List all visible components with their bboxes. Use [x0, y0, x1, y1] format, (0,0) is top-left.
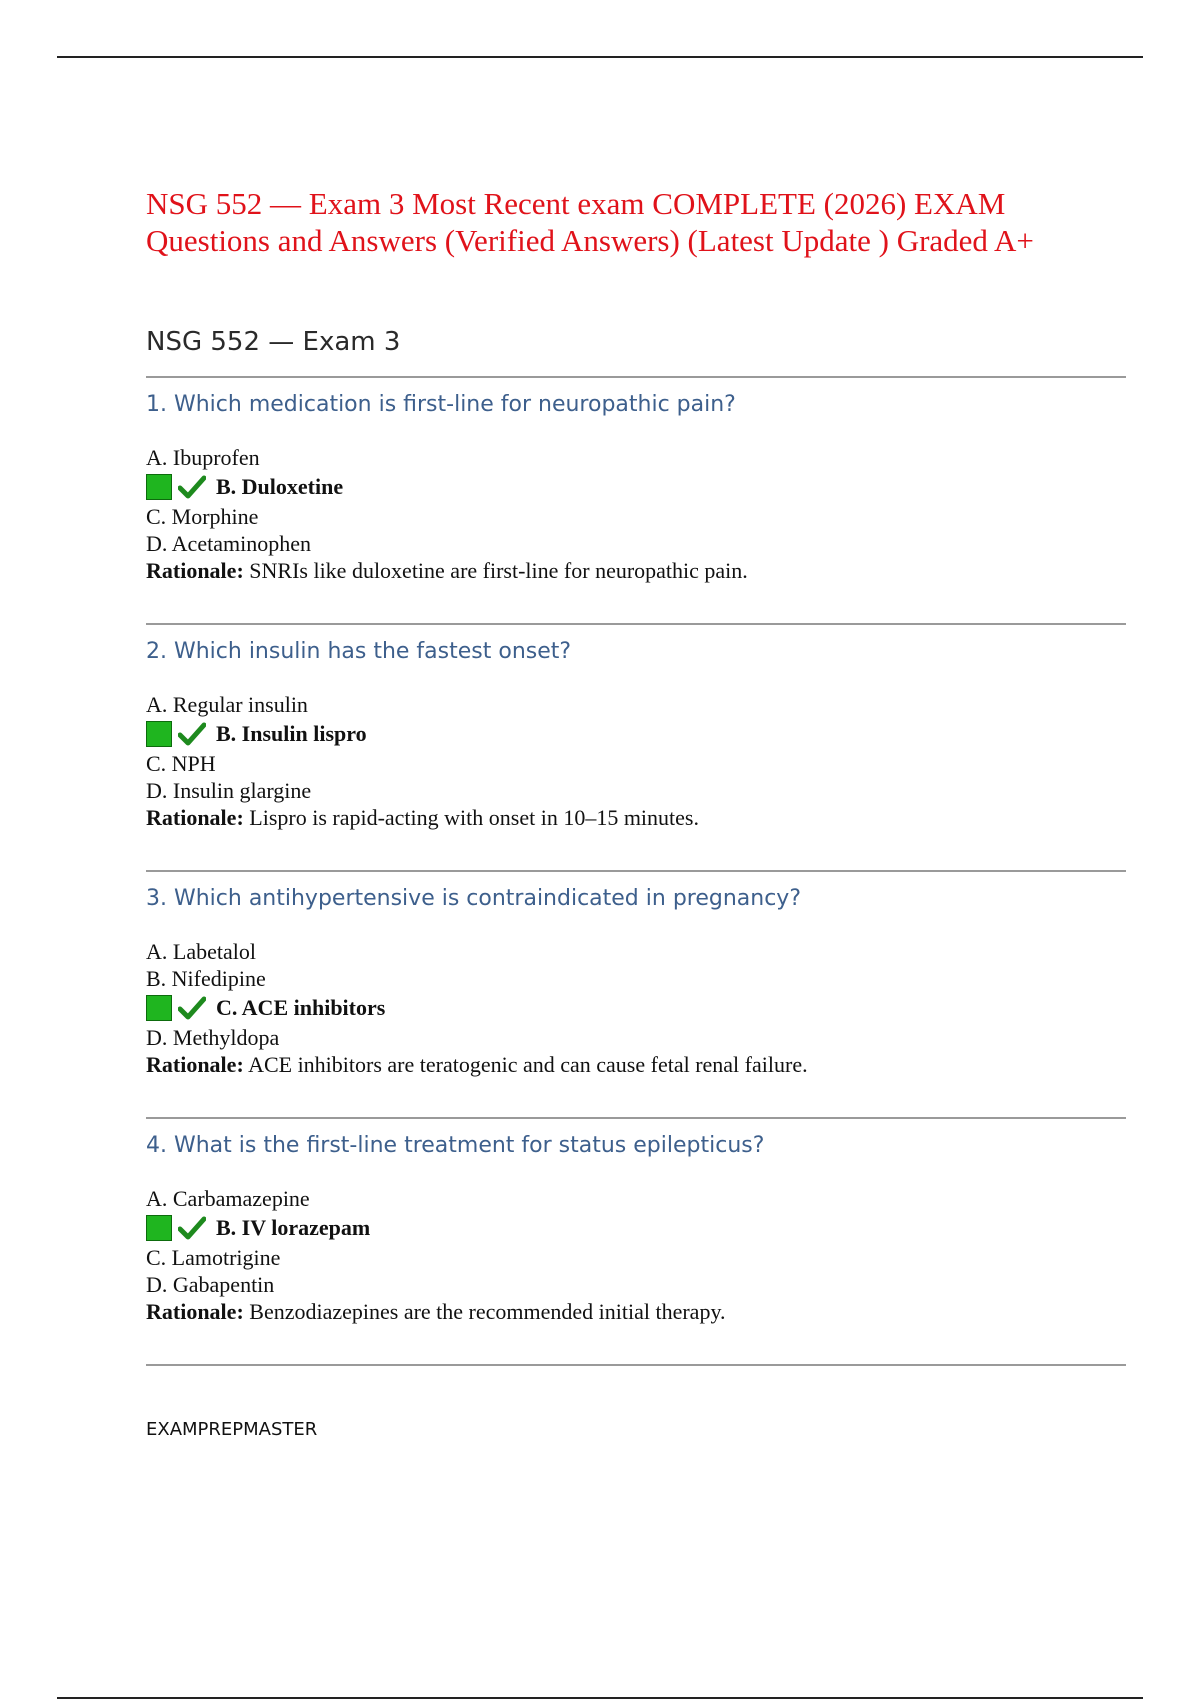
- choice-text: B. IV lorazepam: [216, 1215, 371, 1240]
- rationale: [146, 804, 1126, 832]
- answer-choice: C. Lamotrigine: [146, 1245, 281, 1270]
- choice-text: B. Insulin lispro: [216, 721, 367, 746]
- checkmark-icon: [178, 721, 206, 747]
- question-block: [146, 872, 1126, 1117]
- rationale-text: SNRIs like duloxetine are first-line for neuropathic pain.: [249, 558, 748, 583]
- question-heading: 3. Which antihypertensive is contraindicated in pregnancy?: [146, 886, 802, 911]
- checkmark-icon: [178, 1215, 206, 1241]
- answer-choice: C. NPH: [146, 751, 216, 776]
- rationale-text: Lispro is rapid-acting with onset in 10–15 minutes.: [249, 805, 699, 830]
- document-body: [146, 185, 1126, 1440]
- question-heading: 4. What is the first-line treatment for status epilepticus?: [146, 1133, 765, 1158]
- choice-text: C. ACE inhibitors: [216, 995, 386, 1020]
- answer-choices: [146, 691, 1126, 832]
- rationale-label: Rationale:: [146, 805, 244, 830]
- question-list: [146, 378, 1126, 1366]
- rationale: [146, 1298, 1126, 1326]
- answer-choice: C. Morphine: [146, 504, 259, 529]
- correct-answer-choice: [146, 992, 1126, 1024]
- rationale-label: Rationale:: [146, 558, 244, 583]
- rationale-text: Benzodiazepines are the recommended initial therapy.: [249, 1299, 726, 1324]
- green-square-icon: [146, 995, 172, 1021]
- answer-choice: A. Carbamazepine: [146, 1186, 310, 1211]
- answer-choice: A. Labetalol: [146, 939, 256, 964]
- answer-choice: D. Acetaminophen: [146, 531, 311, 556]
- question-block: [146, 1119, 1126, 1364]
- page-bottom-rule: [57, 1697, 1143, 1699]
- rationale-label: Rationale:: [146, 1299, 244, 1324]
- question-block: [146, 625, 1126, 870]
- footer-brand: EXAMPREPMASTER: [146, 1419, 318, 1440]
- question-heading: 1. Which medication is first-line for neuropathic pain?: [146, 392, 736, 417]
- answer-choices: [146, 1185, 1126, 1326]
- correct-answer-choice: [146, 1212, 1126, 1244]
- green-square-icon: [146, 1215, 172, 1241]
- checkmark-icon: [178, 474, 206, 500]
- question-heading: 2. Which insulin has the fastest onset?: [146, 639, 572, 664]
- question-divider: [146, 1364, 1126, 1366]
- question-block: [146, 378, 1126, 623]
- document-title: NSG 552 — Exam 3 Most Recent exam COMPLETE (2026) EXAM Questions and Answers (Verified Answers) (Latest Update ) Graded A+: [146, 186, 1034, 258]
- rationale: [146, 1051, 1126, 1079]
- choice-text: B. Duloxetine: [216, 474, 344, 499]
- exam-subtitle: NSG 552 — Exam 3: [146, 327, 401, 357]
- answer-choice: D. Methyldopa: [146, 1025, 280, 1050]
- answer-choices: [146, 938, 1126, 1079]
- checkmark-icon: [178, 995, 206, 1021]
- answer-choice: A. Ibuprofen: [146, 445, 260, 470]
- rationale-text: ACE inhibitors are teratogenic and can cause fetal renal failure.: [248, 1052, 808, 1077]
- answer-choices: [146, 444, 1126, 585]
- answer-choice: B. Nifedipine: [146, 966, 266, 991]
- answer-choice: D. Insulin glargine: [146, 778, 312, 803]
- answer-choice: D. Gabapentin: [146, 1272, 275, 1297]
- correct-answer-choice: [146, 471, 1126, 503]
- rationale: [146, 557, 1126, 585]
- green-square-icon: [146, 721, 172, 747]
- green-square-icon: [146, 474, 172, 500]
- page-top-rule: [57, 56, 1143, 58]
- correct-answer-choice: [146, 718, 1126, 750]
- answer-choice: A. Regular insulin: [146, 692, 308, 717]
- rationale-label: Rationale:: [146, 1052, 244, 1077]
